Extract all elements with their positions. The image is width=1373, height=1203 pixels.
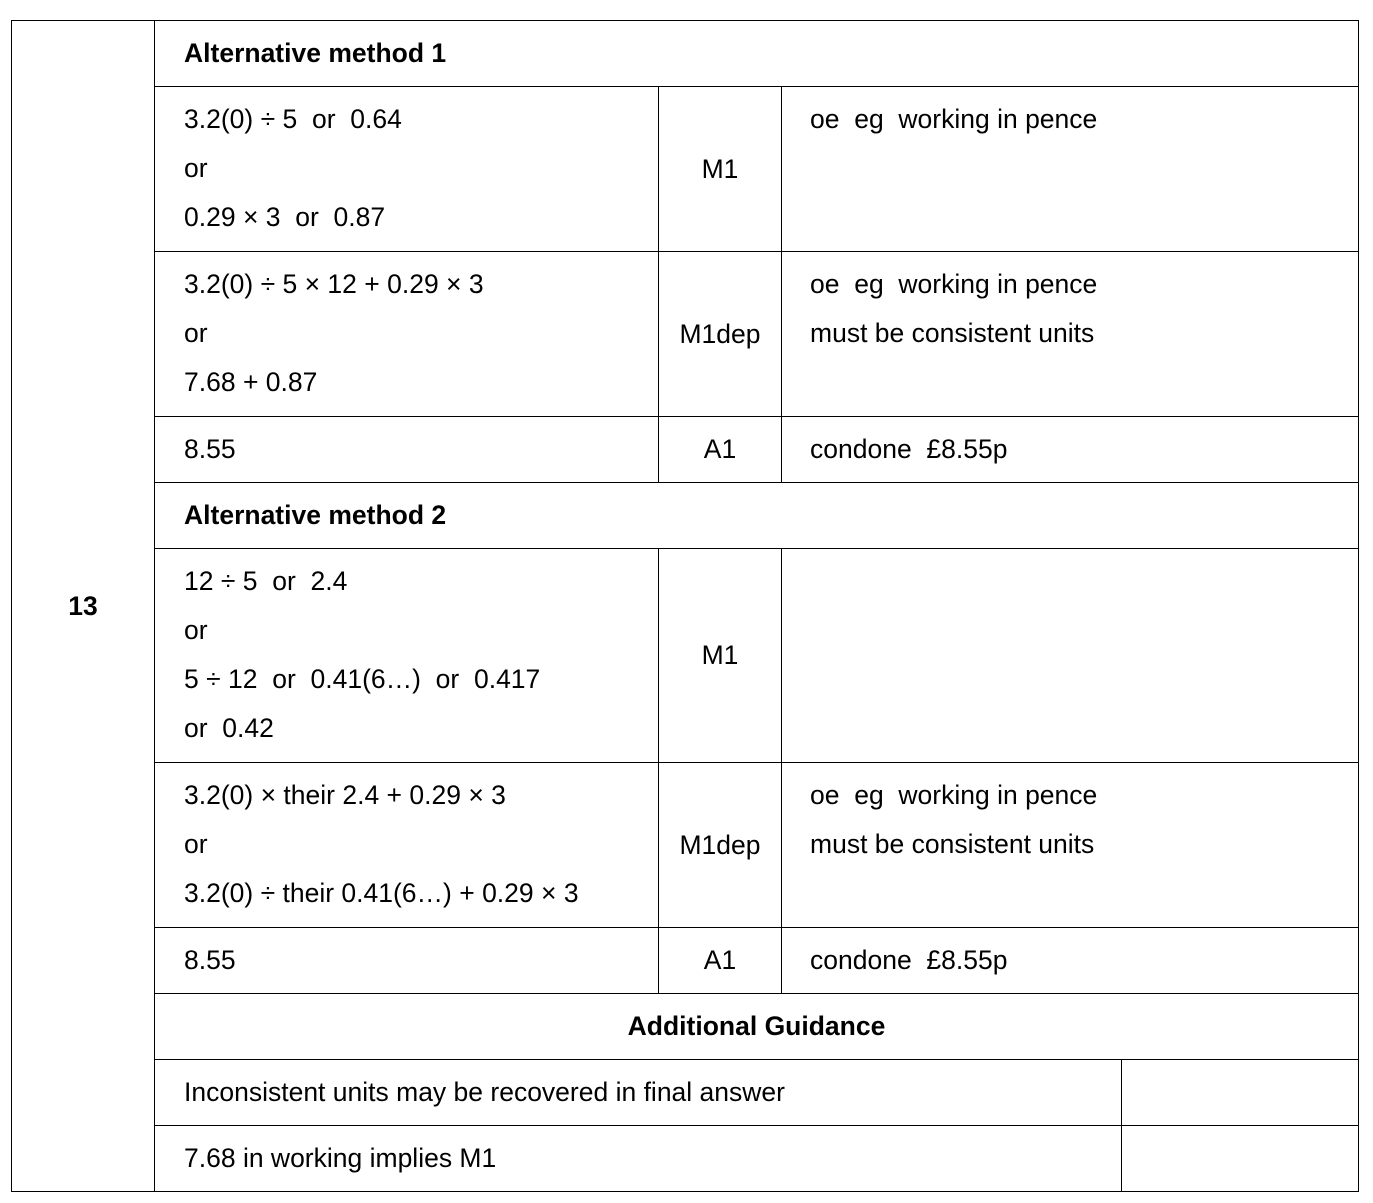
mark-cell: M1dep xyxy=(659,252,782,417)
working-line: or xyxy=(184,153,208,183)
comment-line: condone £8.55p xyxy=(810,434,1008,464)
method-2-header-row xyxy=(12,483,1359,549)
mark-row xyxy=(12,252,1359,417)
mark-cell: M1 xyxy=(659,549,782,763)
comments-cell xyxy=(782,763,1359,928)
guidance-text: Inconsistent units may be recovered in final answer xyxy=(155,1060,1122,1126)
working-line: 0.29 × 3 or 0.87 xyxy=(184,202,386,232)
comment-line: oe eg working in pence xyxy=(810,780,1098,810)
comments-cell xyxy=(782,928,1359,994)
comments-cell xyxy=(782,417,1359,483)
comment-line: condone £8.55p xyxy=(810,945,1008,975)
guidance-row xyxy=(12,1060,1359,1126)
comment-line: must be consistent units xyxy=(810,318,1095,348)
working-line: 5 ÷ 12 or 0.41(6…) or 0.417 xyxy=(184,664,541,694)
mark-scheme-table xyxy=(11,20,1359,1192)
comments-cell xyxy=(782,252,1359,417)
comment-line: must be consistent units xyxy=(810,829,1095,859)
additional-guidance-title: Additional Guidance xyxy=(155,994,1359,1060)
working-line: 3.2(0) ÷ 5 × 12 + 0.29 × 3 xyxy=(184,269,484,299)
working-line: or xyxy=(184,615,208,645)
comment-line: oe eg working in pence xyxy=(810,269,1098,299)
working-cell xyxy=(155,252,659,417)
mark-cell: M1dep xyxy=(659,763,782,928)
working-cell xyxy=(155,763,659,928)
mark-row xyxy=(12,549,1359,763)
guidance-mark xyxy=(1122,1060,1359,1126)
mark-row xyxy=(12,928,1359,994)
comment-line: oe eg working in pence xyxy=(810,104,1098,134)
guidance-mark xyxy=(1122,1126,1359,1192)
question-number: 13 xyxy=(12,21,155,1192)
working-cell xyxy=(155,417,659,483)
working-line: 7.68 + 0.87 xyxy=(184,367,318,397)
mark-row xyxy=(12,87,1359,252)
working-line: or 0.42 xyxy=(184,713,274,743)
comments-cell xyxy=(782,549,1359,763)
working-line: or xyxy=(184,829,208,859)
mark-cell: A1 xyxy=(659,928,782,994)
working-line: 8.55 xyxy=(184,945,236,975)
method-2-title: Alternative method 2 xyxy=(155,483,1359,549)
mark-row xyxy=(12,763,1359,928)
mark-cell: A1 xyxy=(659,417,782,483)
guidance-text: 7.68 in working implies M1 xyxy=(155,1126,1122,1192)
working-cell xyxy=(155,549,659,763)
working-line: 12 ÷ 5 or 2.4 xyxy=(184,566,348,596)
working-line: 3.2(0) ÷ their 0.41(6…) + 0.29 × 3 xyxy=(184,878,579,908)
working-cell xyxy=(155,928,659,994)
mark-cell: M1 xyxy=(659,87,782,252)
guidance-row xyxy=(12,1126,1359,1192)
mark-row xyxy=(12,417,1359,483)
working-cell xyxy=(155,87,659,252)
guidance-header-row xyxy=(12,994,1359,1060)
working-line: or xyxy=(184,318,208,348)
method-1-header-row xyxy=(12,21,1359,87)
comments-cell xyxy=(782,87,1359,252)
working-line: 3.2(0) ÷ 5 or 0.64 xyxy=(184,104,402,134)
working-line: 8.55 xyxy=(184,434,236,464)
working-line: 3.2(0) × their 2.4 + 0.29 × 3 xyxy=(184,780,506,810)
method-1-title: Alternative method 1 xyxy=(155,21,1359,87)
